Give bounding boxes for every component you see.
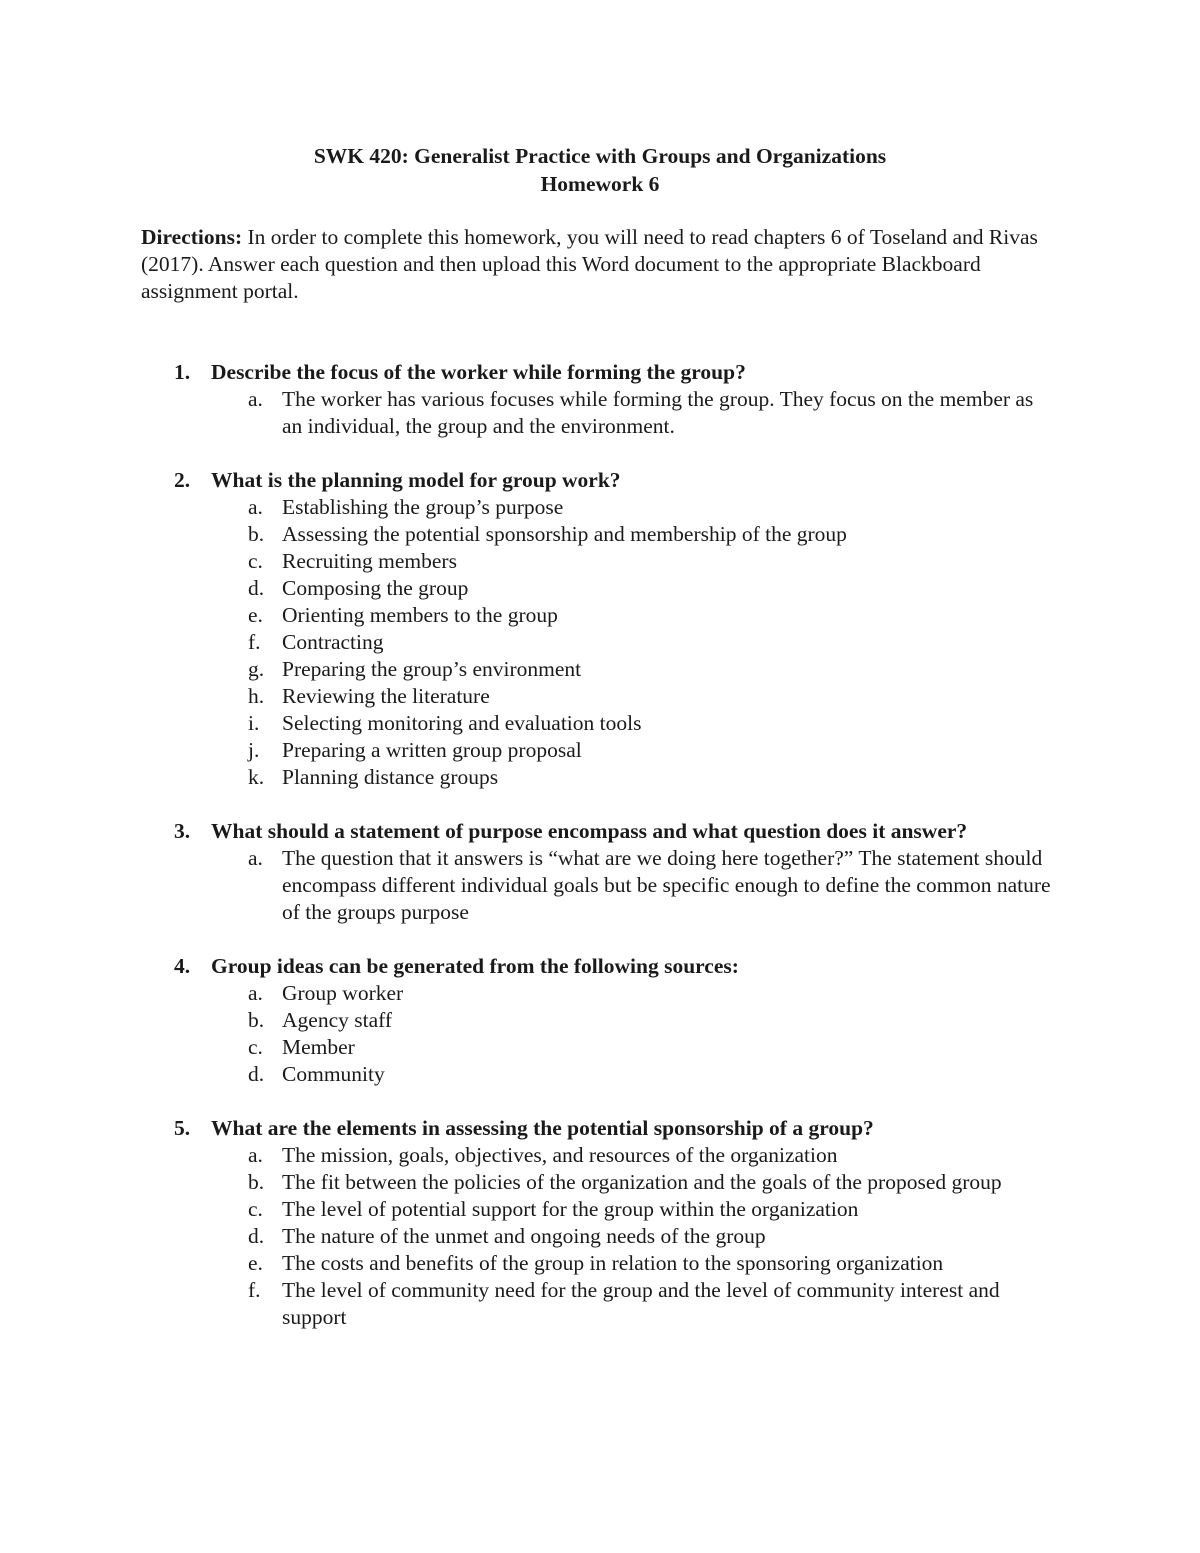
answer-item [0,1196,1057,1223]
question-3 [0,818,1200,926]
answer-letter: e. [248,1251,263,1275]
answer-item [0,629,1057,656]
course-title: SWK 420: Generalist Practice with Groups and Organizations [313,144,887,168]
answer-text: Orienting members to the group [282,603,558,627]
answer-text: The question that it answers is “what are we doing here together?” The statement should encompass different individual goals but be specific enough to define the common nature of the groups purpose [282,846,1051,924]
question-number: 5. [174,1116,191,1140]
answer-text: The level of potential support for the group within the organization [282,1197,859,1221]
answer-letter: d. [248,576,265,600]
answer-item [0,1061,1057,1088]
question-number: 4. [174,954,191,978]
answer-letter: a. [248,846,263,870]
answer-item [0,602,1057,629]
answer-letter: a. [248,981,263,1005]
answer-text: Selecting monitoring and evaluation tools [282,711,642,735]
answer-item [0,845,1057,926]
question-text: What should a statement of purpose encompass and what question does it answer? [211,819,968,843]
answer-item [0,737,1057,764]
answer-text: Composing the group [282,576,469,600]
answer-text: The fit between the policies of the organization and the goals of the proposed group [282,1170,1002,1194]
answer-text: Establishing the group’s purpose [282,495,564,519]
answer-item [0,1142,1057,1169]
question-5 [0,1115,1200,1331]
question-text: What are the elements in assessing the potential sponsorship of a group? [211,1116,874,1140]
question-heading [0,818,1071,845]
answer-item [0,1169,1057,1196]
answer-text: Assessing the potential sponsorship and membership of the group [282,522,847,546]
answer-item [0,1250,1057,1277]
answer-letter: b. [248,1170,265,1194]
answer-letter: i. [248,711,260,735]
question-number: 1. [174,360,191,384]
answer-letter: a. [248,1143,263,1167]
answer-letter: a. [248,387,263,411]
answer-letter: d. [248,1224,265,1248]
question-text: Group ideas can be generated from the following sources: [211,954,739,978]
answer-item [0,575,1057,602]
answer-text: The nature of the unmet and ongoing needs of the group [282,1224,766,1248]
answer-text: Preparing the group’s environment [282,657,582,681]
assignment-title: Homework 6 [540,172,660,196]
answer-text: Preparing a written group proposal [282,738,582,762]
question-2 [0,467,1200,791]
question-heading [0,953,1071,980]
question-text: What is the planning model for group work? [211,468,621,492]
answer-letter: c. [248,549,263,573]
answer-letter: j. [248,738,260,762]
answer-item [0,764,1057,791]
question-text: Describe the focus of the worker while forming the group? [211,360,746,384]
question-heading [0,359,1071,386]
answer-text: Community [282,1062,385,1086]
answer-text: The mission, goals, objectives, and resources of the organization [282,1143,838,1167]
answer-letter: b. [248,522,265,546]
directions-label: Directions: [141,225,243,249]
answer-item [0,1034,1057,1061]
answer-item [0,494,1057,521]
answer-item [0,656,1057,683]
answer-text: The worker has various focuses while forming the group. They focus on the member as an individual, the group and the environment. [282,387,1034,438]
question-number: 2. [174,468,191,492]
answer-letter: f. [248,630,261,654]
answer-text: Member [282,1035,355,1059]
answer-text: Contracting [282,630,384,654]
answer-text: Recruiting members [282,549,457,573]
answer-letter: c. [248,1035,263,1059]
question-4 [0,953,1200,1088]
answer-letter: k. [248,765,265,789]
answer-letter: d. [248,1062,265,1086]
answer-item [0,521,1057,548]
directions-paragraph [141,224,1066,305]
question-list [0,359,1200,1358]
question-heading [0,467,1071,494]
answer-item [0,683,1057,710]
answer-text: The level of community need for the group and the level of community interest and support [282,1278,1000,1329]
answer-letter: c. [248,1197,263,1221]
answer-text: Reviewing the literature [282,684,490,708]
answer-letter: g. [248,657,265,681]
answer-item [0,386,1057,440]
title-block [0,142,1200,198]
answer-item [0,980,1057,1007]
answer-item [0,548,1057,575]
answer-letter: b. [248,1008,265,1032]
answer-item [0,1007,1057,1034]
question-1 [0,359,1200,440]
answer-text: Planning distance groups [282,765,499,789]
answer-letter: a. [248,495,263,519]
answer-item [0,1277,1057,1331]
answer-text: Agency staff [282,1008,393,1032]
answer-text: The costs and benefits of the group in relation to the sponsoring organization [282,1251,944,1275]
question-heading [0,1115,1071,1142]
answer-item [0,1223,1057,1250]
answer-letter: h. [248,684,265,708]
question-number: 3. [174,819,191,843]
answer-letter: e. [248,603,263,627]
answer-text: Group worker [282,981,404,1005]
answer-letter: f. [248,1278,261,1302]
answer-item [0,710,1057,737]
directions-text: In order to complete this homework, you will need to read chapters 6 of Toseland and Rivas (2017). Answer each question and then upload this Word document to the appropriate Blackboard assignment portal. [141,225,1038,303]
